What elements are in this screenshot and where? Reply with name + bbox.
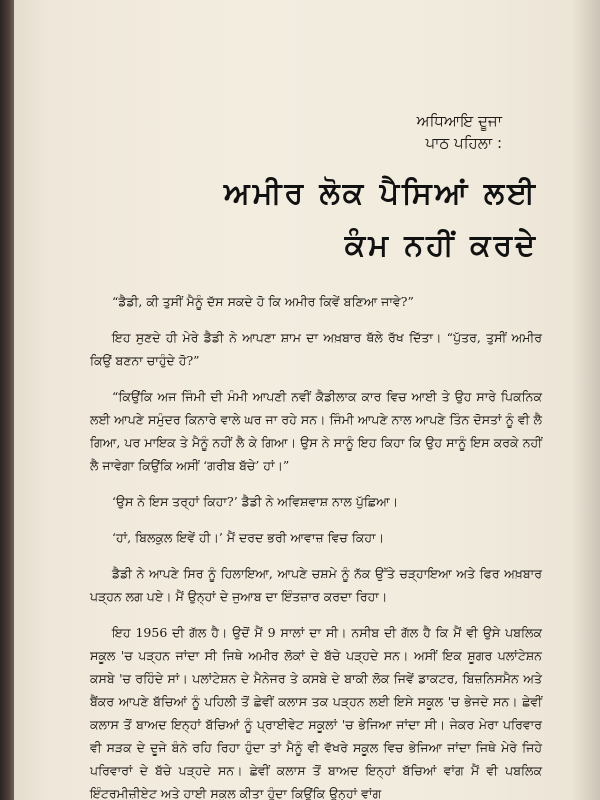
chapter-heading <box>417 110 502 154</box>
paragraph: ‘ਹਾਂ, ਬਿਲਕੁਲ ਇਵੇਂ ਹੀ।’ ਮੈਂ ਦਰਦ ਭਰੀ ਆਵਾਜ਼ ਵਿਚ ਕਿਹਾ। <box>112 530 385 545</box>
chapter-label: ਅਧਿਆਇ ਦੂਜਾ <box>416 112 502 130</box>
paragraph: ਡੈਡੀ ਨੇ ਆਪਣੇ ਸਿਰ ਨੂੰ ਹਿਲਾਇਆ, ਆਪਣੇ ਚਸ਼ਮੇ ਨੂੰ ਨੱਕ ਉੱਤੇ ਚੜ੍ਹਾਇਆ ਅਤੇ ਫਿਰ ਅਖ਼ਬਾਰ ਪੜ੍ਹਨ ਲਗ ਪਏ। ਮੈਂ ਉਨ੍ਹਾਂ ਦੇ ਜੁਆਬ ਦਾ ਇੰਤਜ਼ਾਰ ਕਰਦਾ ਰਿਹਾ। <box>90 566 542 604</box>
paragraph: “ਕਿਉਂਕਿ ਅਜ ਜਿੰਮੀ ਦੀ ਮੰਮੀ ਆਪਣੀ ਨਵੀਂ ਕੈਡੀਲਾਕ ਕਾਰ ਵਿਚ ਆਈ ਤੇ ਉਹ ਸਾਰੇ ਪਿਕਨਿਕ ਲਈ ਆਪਣੇ ਸਮੁੰਦਰ ਕਿਨਾਰੇ ਵਾਲੇ ਘਰ ਜਾ ਰਹੇ ਸਨ। ਜਿੰਮੀ ਆਪਣੇ ਨਾਲ ਆਪਣੇ ਤਿੰਨ ਦੋਸਤਾਂ ਨੂੰ ਵੀ ਲੈ ਗਿਆ, ਪਰ ਮਾਇਕ ਤੇ ਮੈਨੂੰ ਨਹੀਂ ਲੈ ਕੇ ਗਿਆ। ਉਸ ਨੇ ਸਾਨੂੰ ਇਹ ਕਿਹਾ ਕਿ ਉਹ ਸਾਨੂੰ ਇਸ ਕਰਕੇ ਨਹੀਂ ਲੈ ਜਾਵੇਗਾ ਕਿਉਂਕਿ ਅਸੀਂ ‘ਗਰੀਬ ਬੱਚੇ’ ਹਾਂ।” <box>90 389 542 473</box>
paragraph: ‘ਉਸ ਨੇ ਇਸ ਤਰ੍ਹਾਂ ਕਿਹਾ?’ ਡੈਡੀ ਨੇ ਅਵਿਸ਼ਵਾਸ਼ ਨਾਲ ਪੁੱਛਿਆ। <box>112 494 399 509</box>
book-page <box>14 0 600 800</box>
title-line-2: ਕੰਮ ਨਹੀਂ ਕਰਦੇ <box>344 228 538 263</box>
title-line-1: ਅਮੀਰ ਲੋਕ ਪੈਸਿਆਂ ਲਈ <box>223 176 538 211</box>
paragraph: ਇਹ ਸੁਣਦੇ ਹੀ ਮੇਰੇ ਡੈਡੀ ਨੇ ਆਪਣਾ ਸ਼ਾਮ ਦਾ ਅਖ਼ਬਾਰ ਥੱਲੇ ਰੱਖ ਦਿੱਤਾ। “ਪੁੱਤਰ, ਤੁਸੀਂ ਅਮੀਰ ਕਿਉਂ ਬਣਨਾ ਚਾਹੁੰਦੇ ਹੋ?” <box>90 330 542 368</box>
lesson-label: ਪਾਠ ਪਹਿਲਾ : <box>425 134 502 152</box>
chapter-title <box>98 168 538 272</box>
page-edge-shade <box>572 0 600 800</box>
paragraph: ਇਹ 1956 ਦੀ ਗੱਲ ਹੈ। ਉਦੋਂ ਮੈਂ 9 ਸਾਲਾਂ ਦਾ ਸੀ। ਨਸੀਬ ਦੀ ਗੱਲ ਹੈ ਕਿ ਮੈਂ ਵੀ ਉਸੇ ਪਬਲਿਕ ਸਕੂਲ 'ਚ ਪੜ੍ਹਨ ਜਾਂਦਾ ਸੀ ਜਿਥੇ ਅਮੀਰ ਲੋਕਾਂ ਦੇ ਬੱਚੇ ਪੜ੍ਹਦੇ ਸਨ। ਅਸੀਂ ਇਕ ਸ਼ੂਗਰ ਪਲਾਂਟੇਸ਼ਨ ਕਸਬੇ 'ਚ ਰਹਿੰਦੇ ਸਾਂ। ਪਲਾਂਟੇਸ਼ਨ ਦੇ ਮੈਨੇਜਰ ਤੇ ਕਸਬੇ ਦੇ ਬਾਕੀ ਲੋਕ ਜਿਵੇਂ ਡਾਕਟਰ, ਬਿਜ਼ਨਿਸਮੈਨ ਅਤੇ ਬੈਂਕਰ ਆਪਣੇ ਬੱਚਿਆਂ ਨੂੰ ਪਹਿਲੀ ਤੋਂ ਛੇਵੀਂ ਕਲਾਸ ਤਕ ਪੜ੍ਹਨ ਲਈ ਇਸੇ ਸਕੂਲ 'ਚ ਭੇਜਦੇ ਸਨ। ਛੇਵੀਂ ਕਲਾਸ ਤੋਂ ਬਾਅਦ ਇਨ੍ਹਾਂ ਬੱਚਿਆਂ ਨੂੰ ਪ੍ਰਾਈਵੇਟ ਸਕੂਲਾਂ 'ਚ ਭੇਜਿਆ ਜਾਂਦਾ ਸੀ। ਜੇਕਰ ਮੇਰਾ ਪਰਿਵਾਰ ਵੀ ਸੜਕ ਦੇ ਦੂਜੇ ਬੰਨੇ ਰਹਿ ਰਿਹਾ ਹੁੰਦਾ ਤਾਂ ਮੈਨੂੰ ਵੀ ਵੱਖਰੇ ਸਕੂਲ ਵਿਚ ਭੇਜਿਆ ਜਾਂਦਾ ਜਿਥੇ ਮੇਰੇ ਜਿਹੇ ਪਰਿਵਾਰਾਂ ਦੇ ਬੱਚੇ ਪੜ੍ਹਦੇ ਸਨ। ਛੇਵੀਂ ਕਲਾਸ ਤੋਂ ਬਾਅਦ ਇਨ੍ਹਾਂ ਬੱਚਿਆਂ ਵਾਂਗ ਮੈਂ ਵੀ ਪਬਲਿਕ ਇੰਟਰਮੀਜ਼ੀਏਟ ਅਤੇ ਹਾਈ ਸਕੂਲ ਕੀਤਾ ਹੁੰਦਾ ਕਿਉਂਕਿ ਉਨ੍ਹਾਂ ਵਾਂਗ <box>90 625 542 800</box>
book-spine-shadow <box>0 0 14 800</box>
body-text <box>90 290 542 800</box>
paragraph: “ਡੈਡੀ, ਕੀ ਤੁਸੀਂ ਮੈਨੂੰ ਦੱਸ ਸਕਦੇ ਹੋ ਕਿ ਅਮੀਰ ਕਿਵੇਂ ਬਣਿਆ ਜਾਵੇ?” <box>112 294 414 309</box>
